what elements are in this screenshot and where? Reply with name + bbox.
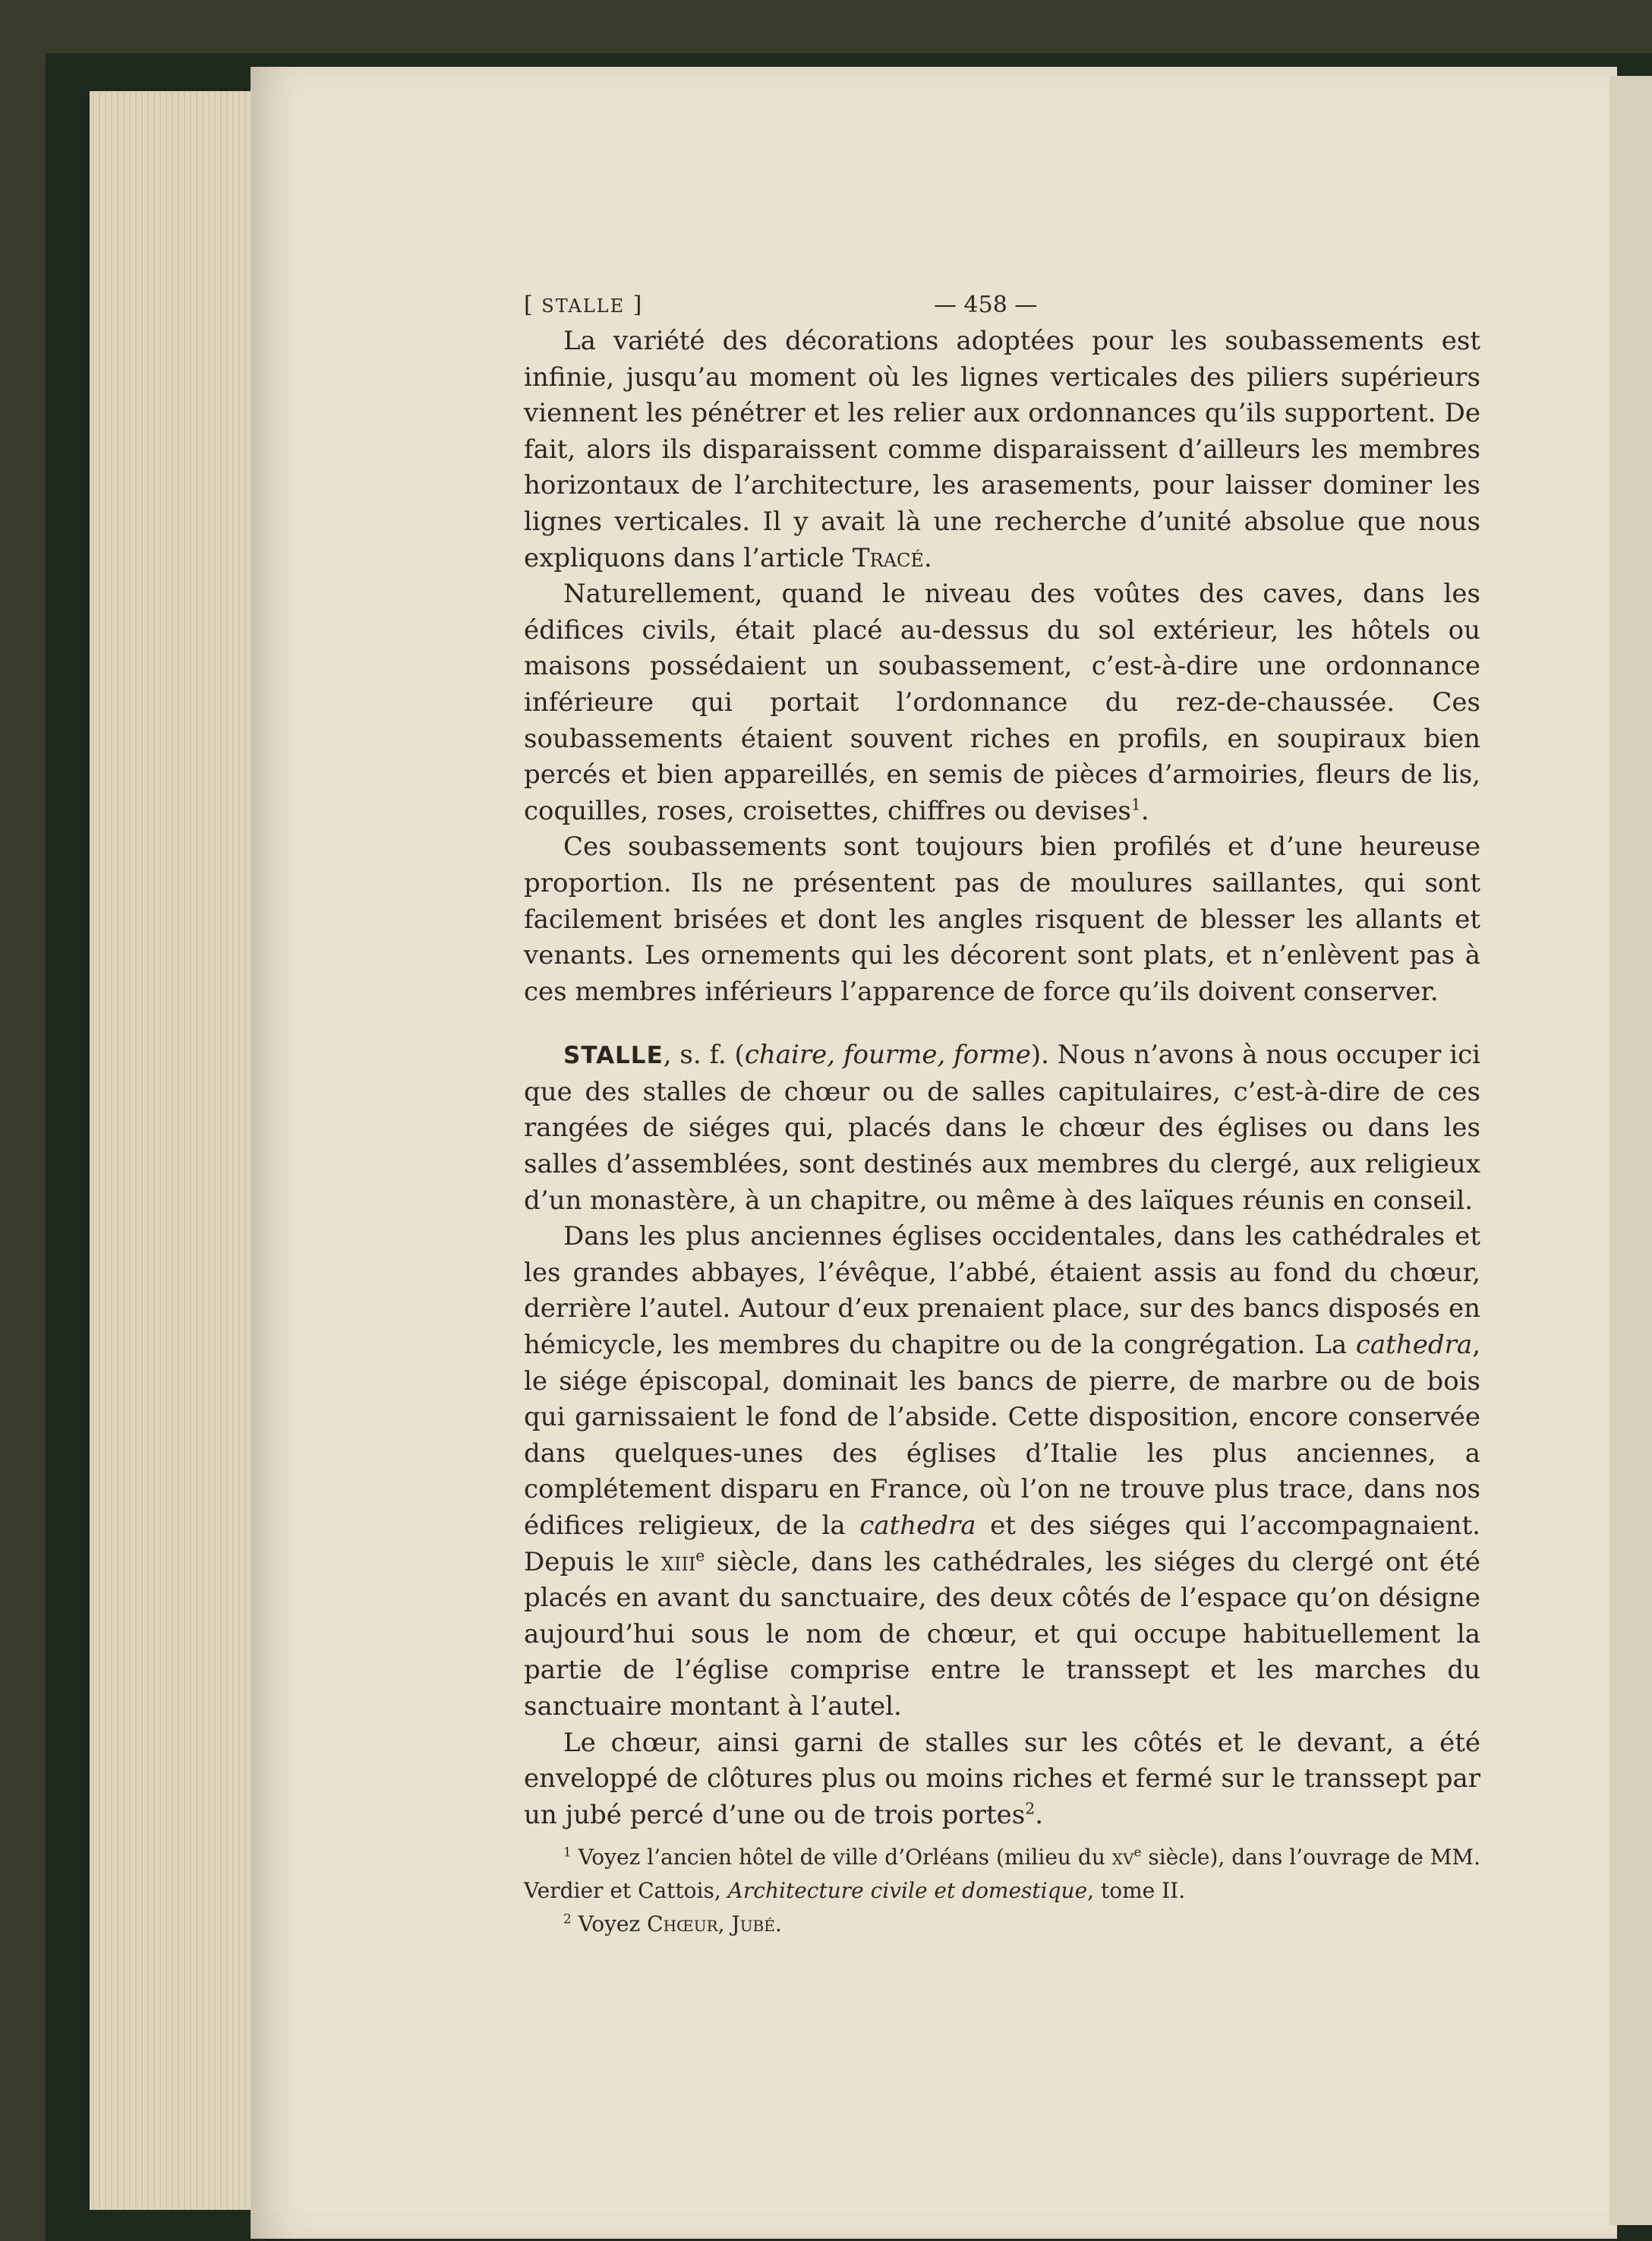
page-number: — 458 —	[934, 292, 1038, 318]
running-header	[524, 281, 1480, 324]
paragraph-2: Naturellement, quand le niveau des voûtes des caves, dans les édifices civils, était placé au-dessus du sol extérieur, les hôtels ou maisons possédaient un soubassement, c’est-à-dire une ordonnance inférieure qui portait l’ordonnance du rez-de-chaussée. Ces soubassements étaient souvent riches en profils, en soupiraux bien percés et bien appareillés, en semis de pièces d’armoiries, fleurs de lis, coquilles, roses, croisettes, chiffres ou devises$^1$.	[524, 579, 1480, 826]
next-page-edge	[1609, 76, 1652, 2225]
footnotes	[524, 1841, 1480, 1941]
footnote-2: $^2$ Voyez Chœur, Jubé.	[563, 1911, 782, 1937]
entry-stalle: STALLE, s. f. (chaire, fourme, forme). Nous n’avons à nous occuper ici que des stalles de chœur ou de salles capitulaires, c’est-à-dire de ces rangées de siéges qui, placés dans le chœur des églises ou dans les salles d’assemblées, sont destinés aux membres du clergé, aux religieux d’un monastère, à un chapitre, ou même à des laïques réunis en conseil.	[524, 1040, 1480, 1216]
paragraph-1: La variété des décorations adoptées pour les soubassements est infinie, jusqu’au moment où les lignes verticales des piliers supérieurs viennent les pénétrer et les relier aux ordonnances qu’ils supportent. De fait, alors ils disparaissent comme disparaissent d’ailleurs les membres horizontaux de l’architecture, les arasements, pour laisser dominer les lignes verticales. Il y avait là une recherche d’unité absolue que nous expliquons dans l’article Tracé.	[524, 326, 1480, 573]
paragraph-5: Dans les plus anciennes églises occidentales, dans les cathédrales et les grandes abbayes, l’évêque, l’abbé, étaient assis au fond du chœur, derrière l’autel. Autour d’eux prenaient place, sur des bancs disposés en hémicycle, les membres du chapitre ou de la congrégation. La cathedra, le siége épiscopal, dominait les bancs de pierre, de marbre ou de bois qui garnissaient le fond de l’abside. Cette disposition, encore conservée dans quelques-unes des églises d’Italie les plus anciennes, a complétement disparu en France, où l’on ne trouve plus trace, dans nos édifices religieux, de la cathedra et des siéges qui l’accompagnaient. Depuis le xiii$^e$ siècle, dans les cathédrales, les siéges du clergé ont été placés en avant du sanctuaire, des deux côtés de l’espace qu’on désigne aujourd’hui sous le nom de chœur, et qui occupe habituellement la partie de l’église comprise entre le transsept et les marches du sanctuaire montant à l’autel.	[524, 1221, 1480, 1722]
text-block	[524, 281, 1480, 1941]
paragraph-6: Le chœur, ainsi garni de stalles sur les côtés et le devant, a été enveloppé de clôtures plus ou moins riches et fermé sur le transsept par un jubé percé d’une ou de trois portes$^2$.	[524, 1727, 1480, 1830]
footnote-1: $^1$ Voyez l’ancien hôtel de ville d’Orléans (milieu du $xv^e$ siècle), dans l’ouvrage de MM. Verdier et Cattois, Architecture civile et domestique, tome II.	[524, 1845, 1480, 1904]
footnote-ref-2: 2	[1025, 1799, 1036, 1818]
paragraph-3: Ces soubassements sont toujours bien profilés et d’une heureuse proportion. Ils ne présentent pas de moulures saillantes, qui sont facilement brisées et dont les angles risquent de blesser les allants et venants. Les ornements qui les décorent sont plats, et n’enlèvent pas à ces membres inférieurs l’apparence de force qu’ils doivent conserver.	[524, 832, 1480, 1007]
footnote-ref-1: 1	[1130, 795, 1141, 814]
section-label: [ STALLE ]	[524, 292, 643, 318]
entry-headword: STALLE	[563, 1042, 664, 1070]
